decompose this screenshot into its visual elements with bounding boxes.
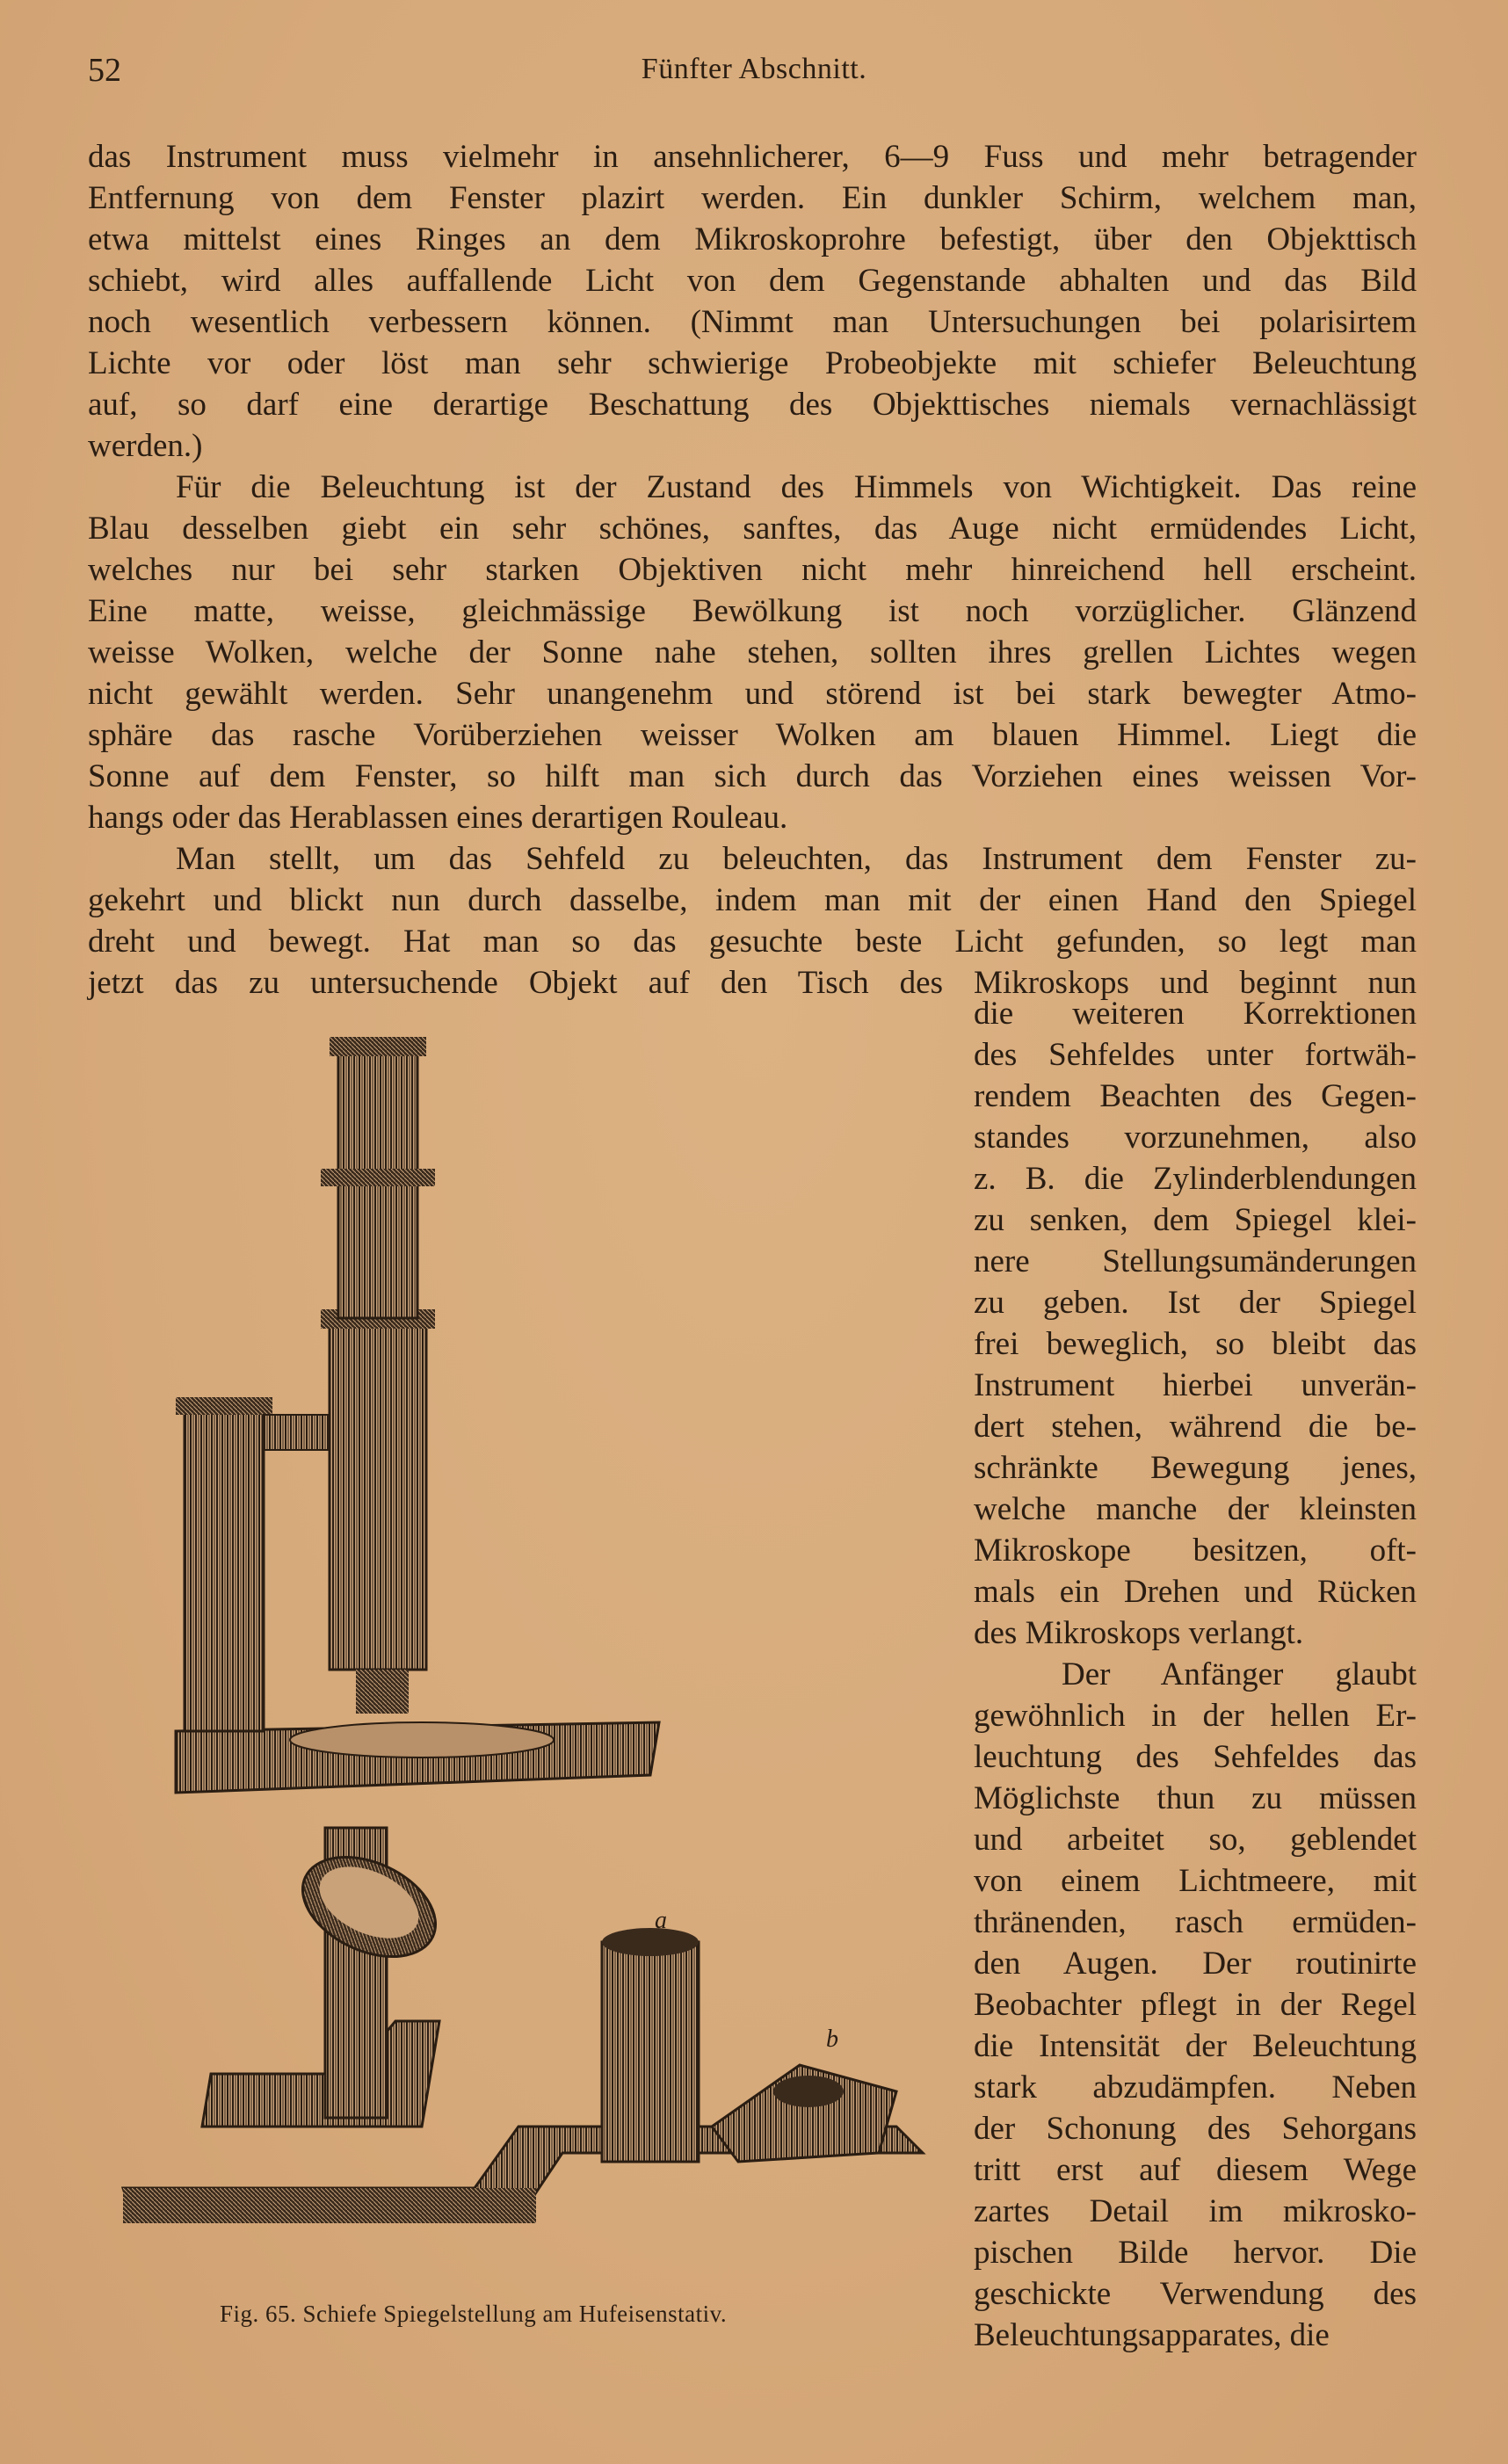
text-line: Möglichste thun zu müssen [974, 1780, 1417, 1816]
figure-caption: Fig. 65. Schiefe Spiegelstellung am Hufeisenstativ. [220, 2301, 728, 2327]
text-line: thränenden, rasch ermüden- [974, 1904, 1417, 1940]
text-line: die Intensität der Beleuchtung [974, 2028, 1417, 2064]
text-line: stark abzudämpfen. Neben [974, 2069, 1417, 2105]
running-head: Fünfter Abschnitt. [641, 53, 867, 85]
text-line: mals ein Drehen und Rücken [974, 1574, 1417, 1610]
page-number: 52 [88, 52, 121, 89]
text-line: Instrument hierbei unverän- [974, 1367, 1417, 1403]
text-line: die weiteren Korrektionen [974, 996, 1417, 1032]
text-line: gewöhnlich in der hellen Er- [974, 1698, 1417, 1734]
text-line: Entfernung von dem Fenster plazirt werden. Ein dunkler Schirm, welchem man, [88, 180, 1417, 216]
text-line: Beleuchtungsapparates, die [974, 2317, 1330, 2353]
text-line: sphäre das rasche Vorüberziehen weisser Wolken am blauen Himmel. Liegt die [88, 717, 1417, 753]
text-line: Blau desselben giebt ein sehr schönes, sanftes, das Auge nicht ermüdendes Licht, [88, 511, 1417, 547]
text-line: zartes Detail im mikrosko- [974, 2193, 1417, 2229]
text-line: noch wesentlich verbessern können. (Nimmt man Untersuchungen bei polarisirtem [88, 304, 1417, 340]
text-line: hangs oder das Herablassen eines derartigen Rouleau. [88, 800, 788, 836]
right-column-text [974, 993, 1417, 2356]
text-line: des Mikroskops verlangt. [974, 1615, 1304, 1651]
text-line: gekehrt und blickt nun durch dasselbe, indem man mit der einen Hand den Spiegel [88, 882, 1417, 918]
text-line: Beobachter pflegt in der Regel [974, 1987, 1417, 2023]
text-line: der Schonung des Sehorgans [974, 2111, 1417, 2147]
text-line: nicht gewählt werden. Sehr unangenehm und störend ist bei stark bewegter Atmo- [88, 676, 1417, 712]
text-line: das Instrument muss vielmehr in ansehnlicherer, 6—9 Fuss und mehr betragender [88, 139, 1417, 175]
text-line: leuchtung des Sehfeldes das [974, 1739, 1417, 1775]
text-line: werden.) [88, 428, 203, 464]
text-line: welches nur bei sehr starken Objektiven nicht mehr hinreichend hell erscheint. [88, 552, 1417, 588]
text-line: zu senken, dem Spiegel klei- [974, 1202, 1417, 1238]
text-line: Mikroskope besitzen, oft- [974, 1533, 1417, 1569]
text-line: Eine matte, weisse, gleichmässige Bewölkung ist noch vorzüglicher. Glänzend [88, 593, 1417, 629]
text-line: welche manche der kleinsten [974, 1491, 1417, 1527]
figure-label-a: a [655, 1907, 667, 1934]
text-line: Für die Beleuchtung ist der Zustand des Himmels von Wichtigkeit. Das reine [176, 469, 1417, 505]
text-line: etwa mittelst eines Ringes an dem Mikroskoprohre befestigt, über den Objekttisch [88, 221, 1417, 257]
text-line: geschickte Verwendung des [974, 2276, 1417, 2312]
microscope-drawing [105, 1037, 949, 2285]
text-line: und arbeitet so, geblendet [974, 1822, 1417, 1858]
microscope-illustration [105, 1037, 949, 2285]
text-line: den Augen. Der routinirte [974, 1946, 1417, 1982]
text-line: dert stehen, während die be- [974, 1409, 1417, 1445]
text-line: weisse Wolken, welche der Sonne nahe stehen, sollten ihres grellen Lichtes wegen [88, 634, 1417, 670]
text-line: frei beweglich, so bleibt das [974, 1326, 1417, 1362]
text-line: des Sehfeldes unter fortwäh- [974, 1037, 1417, 1073]
text-line: zu geben. Ist der Spiegel [974, 1285, 1417, 1321]
text-line: standes vorzunehmen, also [974, 1120, 1417, 1156]
text-line: tritt erst auf diesem Wege [974, 2152, 1417, 2188]
text-line: Man stellt, um das Sehfeld zu beleuchten, das Instrument dem Fenster zu- [176, 841, 1417, 877]
text-line: von einem Lichtmeere, mit [974, 1863, 1417, 1899]
text-line: schränkte Bewegung jenes, [974, 1450, 1417, 1486]
text-line: dreht und bewegt. Hat man so das gesuchte beste Licht gefunden, so legt man [88, 924, 1417, 960]
text-line: nere Stellungsumänderungen [974, 1243, 1417, 1279]
text-line: Sonne auf dem Fenster, so hilft man sich durch das Vorziehen eines weissen Vor- [88, 758, 1417, 794]
text-line: Lichte vor oder löst man sehr schwierige Probeobjekte mit schiefer Beleuchtung [88, 345, 1417, 381]
text-line: z. B. die Zylinderblendungen [974, 1161, 1417, 1197]
figure-label-b: b [826, 2026, 838, 2053]
text-line: Der Anfänger glaubt [1062, 1656, 1417, 1692]
text-line: jetzt das zu untersuchende Objekt auf den Tisch des Mikroskops und beginnt nun [88, 965, 1417, 1001]
main-text [88, 136, 1417, 1004]
text-line: auf, so darf eine derartige Beschattung des Objekttisches niemals vernachlässigt [88, 387, 1417, 423]
text-line: pischen Bilde hervor. Die [974, 2235, 1417, 2271]
text-line: schiebt, wird alles auffallende Licht von dem Gegenstande abhalten und das Bild [88, 263, 1417, 299]
text-line: rendem Beachten des Gegen- [974, 1078, 1417, 1114]
